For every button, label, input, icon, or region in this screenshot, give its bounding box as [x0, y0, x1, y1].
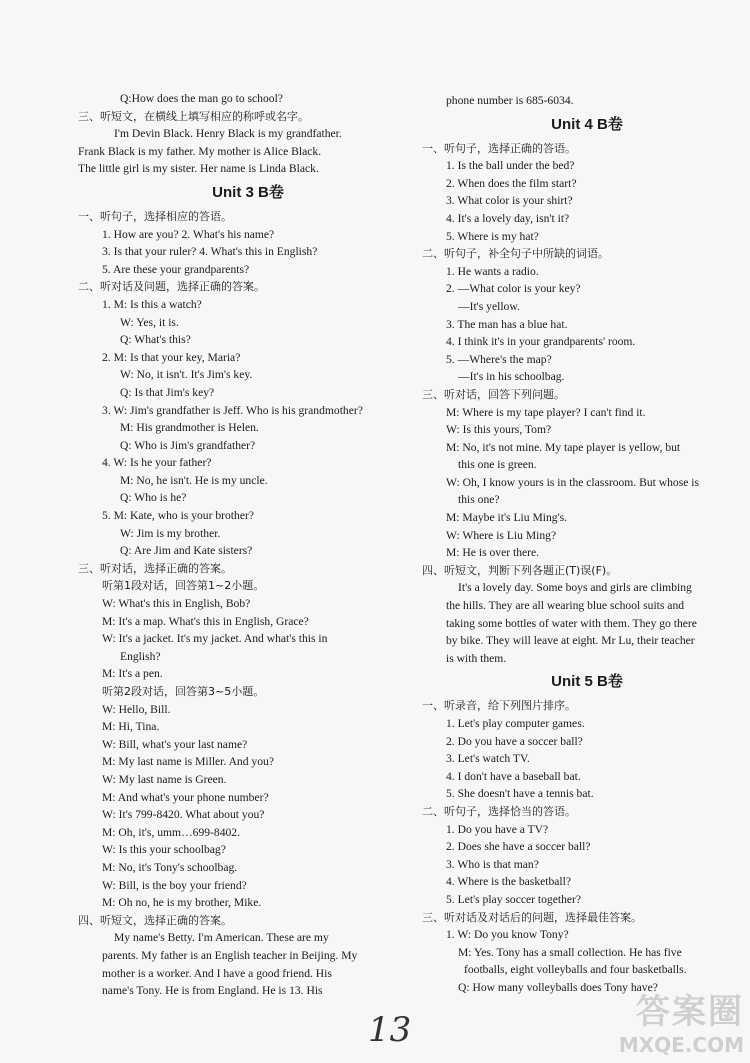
section-heading: 一、听录音，给下列图片排序。: [422, 699, 576, 713]
text-line: Q: Is that Jim's key?: [120, 385, 215, 399]
text-line: 1. Is the ball under the bed?: [446, 159, 575, 173]
text-line: 3. Let's watch TV.: [446, 752, 530, 766]
text-line: 1. Do you have a TV?: [446, 822, 549, 836]
watermark-line-2: MXQE.COM: [618, 1033, 744, 1057]
text-line: by bike. They will leave at eight. Mr Lu, their teacher: [446, 634, 695, 648]
text-line: footballs, eight volleyballs and four basketballs.: [464, 963, 687, 977]
section-heading: 四、听短文，选择正确的答案。: [78, 913, 232, 927]
text-line: 1. He wants a radio.: [446, 264, 539, 278]
text-line: Q:How does the man go to school?: [120, 92, 283, 105]
text-line: W: No, it isn't. It's Jim's key.: [120, 368, 253, 382]
text-line: 4. W: Is he your father?: [102, 456, 212, 470]
text-line: 2. Does she have a soccer ball?: [446, 840, 591, 854]
text-line: parents. My father is an English teacher in Beijing. My: [102, 948, 358, 962]
section-heading: 二、听句子，选择恰当的答语。: [422, 804, 576, 818]
text-line: 4. I don't have a baseball bat.: [446, 769, 581, 783]
text-line: Q: How many volleyballs does Tony have?: [458, 980, 658, 994]
text-line: the hills. They are all wearing blue school suits and: [446, 599, 685, 613]
text-line: W: It's a jacket. It's my jacket. And what's this in: [102, 632, 328, 646]
text-line: 4. I think it's in your grandparents' room.: [446, 335, 636, 349]
text-line: 5. M: Kate, who is your brother?: [102, 509, 254, 523]
text-line: name's Tony. He is from England. He is 13. His: [102, 984, 323, 998]
text-line: Frank Black is my father. My mother is Alice Black.: [78, 144, 322, 158]
text-line: It's a lovely day. Some boys and girls are climbing: [458, 581, 692, 595]
watermark: [619, 984, 744, 1057]
text-line: W: Oh, I know yours is in the classroom. But whose is: [446, 475, 700, 489]
text-line: M: Maybe it's Liu Ming's.: [446, 511, 568, 525]
text-line: 2. Do you have a soccer ball?: [446, 734, 583, 748]
text-line: 1. Let's play computer games.: [446, 717, 585, 730]
text-line: Q: Are Jim and Kate sisters?: [120, 544, 253, 558]
text-line: 5. Let's play soccer together?: [446, 892, 582, 906]
text-line: W: Bill, what's your last name?: [102, 737, 248, 751]
unit-5-title: Unit 5 B卷: [551, 673, 623, 691]
text-line: M: No, it's not mine. My tape player is yellow, but: [446, 440, 681, 454]
text-line: M: His grandmother is Helen.: [120, 421, 259, 435]
text-line: 3. The man has a blue hat.: [446, 317, 568, 331]
text-line: this one?: [458, 493, 500, 507]
text-line: M: No, he isn't. He is my uncle.: [120, 473, 268, 487]
text-line: 4. Where is the basketball?: [446, 875, 572, 889]
text-line: 2. —What color is your key?: [446, 282, 581, 296]
section-heading: 一、听句子，选择正确的答语。: [422, 141, 576, 155]
text-line: W: What's this in English, Bob?: [102, 597, 251, 611]
text-line: The little girl is my sister. Her name is Linda Black.: [78, 162, 319, 176]
text-line: M: Oh, it's, umm…699-8402.: [102, 825, 240, 839]
text-line: M: Yes. Tony has a small collection. He has five: [458, 945, 682, 959]
text-line: —It's yellow.: [458, 299, 520, 313]
text-line: M: Oh no, he is my brother, Mike.: [102, 896, 262, 910]
text-line: W: Where is Liu Ming?: [446, 528, 557, 542]
section-heading: 四、听短文，判断下列各题正(T)误(F)。: [422, 563, 618, 577]
text-line: M: It's a map. What's this in English, Grace?: [102, 614, 309, 628]
text-line: 5. —Where's the map?: [446, 352, 552, 366]
text-line: M: Hi, Tina.: [102, 720, 160, 734]
left-column: [78, 90, 418, 1000]
text-line: M: It's a pen.: [102, 667, 163, 681]
page-number: 13: [368, 1010, 412, 1050]
section-heading: 二、听对话及问题，选择正确的答案。: [78, 280, 265, 294]
text-line: 1. M: Is this a watch?: [102, 297, 202, 311]
text-line: M: No, it's Tony's schoolbag.: [102, 860, 238, 874]
text-line: M: He is over there.: [446, 546, 540, 560]
text-line: W: Hello, Bill.: [102, 702, 171, 716]
text-line: English?: [120, 649, 161, 663]
text-line: 2. When does the film start?: [446, 176, 577, 190]
text-line: W: Jim is my brother.: [120, 526, 221, 540]
text-line: 1. How are you? 2. What's his name?: [102, 227, 275, 241]
text-line: phone number is 685-6034.: [446, 94, 574, 107]
text-line: 2. M: Is that your key, Maria?: [102, 350, 241, 364]
text-line: 1. W: Do you know Tony?: [446, 928, 569, 942]
text-line: I'm Devin Black. Henry Black is my grandfather.: [114, 127, 342, 141]
text-line: this one is green.: [458, 458, 537, 472]
text-line: Q: Who is Jim's grandfather?: [120, 438, 256, 452]
text-line: taking some bottles of water with them. They go there: [446, 616, 697, 630]
text-line: 4. It's a lovely day, isn't it?: [446, 211, 570, 225]
section-heading: 二、听句子，补全句子中所缺的词语。: [422, 247, 609, 261]
text-line: W: It's 799-8420. What about you?: [102, 808, 265, 822]
text-line: W: Is this yours, Tom?: [446, 423, 552, 437]
text-line: 5. Where is my hat?: [446, 229, 539, 243]
text-line: 3. Who is that man?: [446, 857, 539, 871]
unit-4-title: Unit 4 B卷: [551, 115, 623, 133]
section-heading: 三、听对话，回答下列问题。: [422, 387, 565, 401]
text-line: is with them.: [446, 651, 507, 665]
text-line: 3. Is that your ruler? 4. What's this in English?: [102, 245, 318, 259]
text-line: 3. W: Jim's grandfather is Jeff. Who is his grandmother?: [102, 403, 363, 417]
text-line: W: Yes, it is.: [120, 315, 179, 329]
text-line: W: Bill, is the boy your friend?: [102, 878, 247, 892]
text-line: W: Is this your schoolbag?: [102, 843, 226, 857]
right-column: [422, 92, 750, 997]
unit-3-title: Unit 3 B卷: [212, 183, 284, 201]
text-line: 5. She doesn't have a tennis bat.: [446, 787, 594, 801]
text-line: M: Where is my tape player? I can't find it.: [446, 405, 646, 419]
section-heading: 一、听句子，选择相应的答语。: [78, 209, 232, 223]
section-heading: 三、听短文，在横线上填写相应的称呼或名字。: [78, 109, 309, 123]
text-line: Q: Who is he?: [120, 491, 187, 505]
sub-heading: 听第1段对话，回答第1~2小题。: [102, 579, 265, 593]
text-line: —It's in his schoolbag.: [458, 370, 565, 384]
text-line: M: My last name is Miller. And you?: [102, 755, 274, 769]
text-line: 5. Are these your grandparents?: [102, 262, 250, 276]
text-line: 3. What color is your shirt?: [446, 194, 573, 208]
watermark-line-1: 答案圈: [636, 992, 744, 1032]
section-heading: 三、听对话，选择正确的答案。: [78, 561, 232, 575]
text-line: mother is a worker. And I have a good friend. His: [102, 966, 332, 980]
text-line: W: My last name is Green.: [102, 772, 227, 786]
text-line: Q: What's this?: [120, 333, 191, 347]
section-heading: 三、听对话及对话后的问题，选择最佳答案。: [422, 910, 642, 924]
text-line: M: And what's your phone number?: [102, 790, 269, 804]
sub-heading: 听第2段对话，回答第3~5小题。: [102, 685, 265, 698]
text-line: My name's Betty. I'm American. These are my: [114, 931, 329, 945]
